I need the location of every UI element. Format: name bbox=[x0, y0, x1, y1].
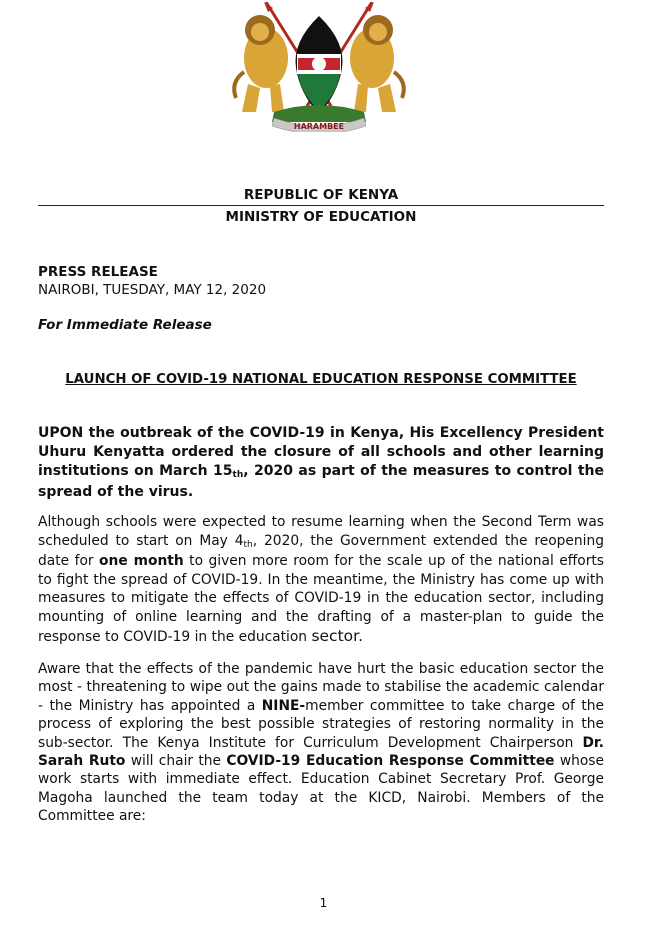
dateline: NAIROBI, TUESDAY, MAY 12, 2020 bbox=[38, 282, 267, 298]
republic-heading: REPUBLIC OF KENYA bbox=[243, 187, 399, 203]
header-divider bbox=[38, 205, 604, 206]
body-paragraph-2: Aware that the effects of the pandemic have hurt the basic education sector the most - threatening to wipe out the gains made to stabilise the academic calendar - the Ministry has appointed a NINE-member committee to take charge of the process of exploring the best possible strategies of restoring normality in the sub-sector. The Kenya Institute for Curriculum Development Chairperson Dr. Sarah Ruto will chair the COVID-19 Education Response Committee whose work starts with immediate effect. Education Cabinet Secretary Prof. George Magoha launched the team today at the KICD, Nairobi. Members of the Committee are: bbox=[38, 661, 604, 825]
crest-motto: HARAMBEE bbox=[293, 122, 345, 131]
release-note: For Immediate Release bbox=[38, 317, 212, 333]
lead-paragraph: UPON the outbreak of the COVID-19 in Kenya, His Excellency President Uhuru Kenyatta ordered the closure of all schools and other learning institutions on March $15_{th}$, 2020 as part of the measures to control the spread of the virus. bbox=[38, 425, 604, 500]
press-release-title: PRESS RELEASE bbox=[38, 264, 158, 280]
page-number: 1 bbox=[319, 896, 328, 910]
press-headline: LAUNCH OF COVID-19 NATIONAL EDUCATION RESPONSE COMMITTEE bbox=[65, 372, 577, 387]
kenya-coat-of-arms bbox=[226, 2, 412, 132]
ministry-heading: MINISTRY OF EDUCATION bbox=[225, 209, 417, 225]
body-paragraph-1: Although schools were expected to resume learning when the Second Term was scheduled to start on May $4_{th}$, 2020, the Government extended the reopening date for one month to given more room for the scale up of the national efforts to fight the spread of COVID-19. In the meantime, the Ministry has come up with measures to mitigate the effects of COVID-19 in the education sector, including mounting of online learning and the drafting of a master-plan to guide the response to COVID-19 in the education sector. bbox=[38, 514, 604, 645]
